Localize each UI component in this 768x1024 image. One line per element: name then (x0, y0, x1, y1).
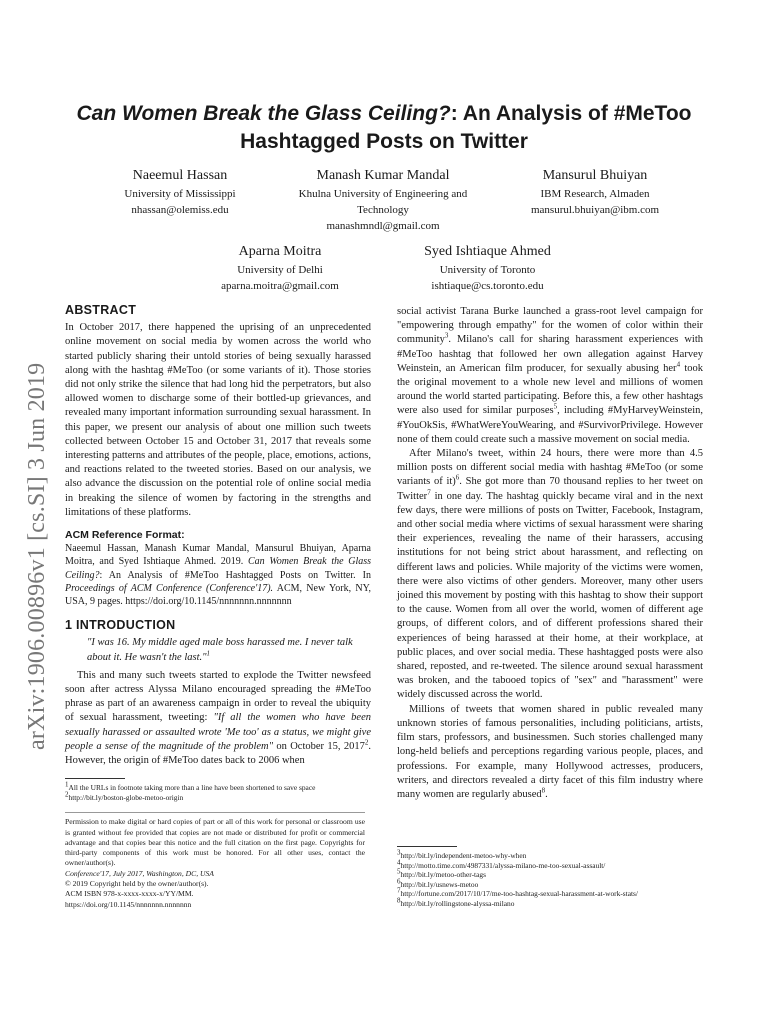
acm-ref-venue: Proceedings of ACM Conference (Conference'17). (65, 582, 274, 594)
paper-title (64, 100, 704, 156)
text-run: social activist Tarana Burke launched a grass-root level campaign for "empowering through empathy" for the women of color within their community (397, 306, 703, 346)
intro-quote (87, 636, 361, 664)
author-block-5 (400, 242, 575, 294)
footnote-ref: 6 (455, 473, 460, 482)
author-block-3 (500, 166, 690, 218)
footnote-num: 6 (397, 877, 401, 886)
footnote-2 (65, 790, 371, 803)
footnote-link[interactable]: http://fortune.com/2017/10/17/me-too-hashtag-sexual-harassment-at-work-stats/ (400, 889, 638, 898)
acm-ref-heading: ACM Reference Format: (65, 529, 185, 542)
footnote-1 (65, 780, 371, 793)
conference-line: Conference'17, July 2017, Washington, DC, USA (65, 868, 214, 878)
author-block-4 (190, 242, 370, 294)
footnote-num: 3 (397, 848, 401, 857)
right-footnotes (397, 846, 703, 908)
author-email: mansurul.bhuiyan@ibm.com (530, 204, 660, 216)
footnote-text: All the URLs in footnote taking more than a line have been shortened to save space (68, 783, 316, 793)
arxiv-sidebar-stamp (20, 280, 50, 750)
title-line2: Hashtagged Posts on Twitter (240, 130, 528, 153)
acm-ref-tail: ACM, New York, NY, USA, 9 pages. https://doi.org/10.1145/nnnnnnn.nnnnnnn (65, 582, 372, 608)
author-affiliation: Khulna University of Engineering and (298, 188, 468, 200)
right-paragraph-2 (397, 447, 703, 703)
right-column (397, 305, 703, 802)
text-run: took the original movement to a whole new level and millions of women around the world started participating. Before this, a few other hashtags were also used for similar purposes (397, 362, 703, 417)
author-name: Syed Ishtiaque Ahmed (424, 244, 551, 259)
text-run: . (545, 788, 548, 800)
footnote-link[interactable]: http://bit.ly/usnews-metoo (400, 879, 479, 889)
footnote-4 (397, 858, 703, 871)
intro-heading: 1 INTRODUCTION (65, 618, 176, 633)
arxiv-id: arXiv:1906.00896v1 [cs.SI] 3 Jun 2019 (24, 362, 50, 750)
footnote-8 (397, 896, 703, 909)
right-paragraph-1 (397, 305, 703, 447)
footnote-link[interactable]: http://bit.ly/metoo-other-tags (400, 870, 486, 879)
footnote-7 (397, 886, 703, 899)
footnote-ref: 2 (364, 738, 369, 747)
acm-ref-title: Can Women Break the Glass Ceiling? (65, 556, 372, 581)
footnote-ref: 7 (427, 488, 431, 497)
intro-paragraph (65, 669, 371, 768)
author-name: Mansurul Bhuiyan (542, 168, 648, 183)
footnote-rule (65, 778, 125, 779)
footnote-link[interactable]: http://bit.ly/boston-globe-metoo-origin (68, 792, 184, 802)
author-name: Naeemul Hassan (132, 168, 228, 183)
text-run: . Milano's call for sharing harassment experiences with #MeToo hashtag that followed her own allegation against Harvey Weinstein, an American film producer, for sexually abusing her (397, 334, 703, 374)
title-italic: Can Women Break the Glass Ceiling? (76, 102, 451, 125)
author-block-2 (278, 166, 488, 234)
copyright-line: © 2019 Copyright held by the owner/author(s). (65, 879, 209, 889)
text-run: , including #MyHarveyWeinstein, #YouOkSis, #WhatWereYouWearing, and #SurvivorPrivilege. However none of them could create such a massive movement on social media. (397, 405, 703, 445)
permission-text: Permission to make digital or hard copies of part or all of this work for personal or classroom use is granted without fee provided that copies are not made or distributed for profit or commercial advantage and that copies bear this notice and the full citation on the first page. Copyrights for third-party components of this work must be honored. For all other uses, contact the owner/author(s). (65, 817, 365, 868)
title-rest: : An Analysis of #MeToo (450, 102, 692, 125)
abstract-heading: ABSTRACT (65, 303, 137, 317)
author-affiliation: University of Toronto (439, 264, 536, 276)
intro-p1-start: This and many such tweets started to explode the Twitter newsfeed soon after actress Alyssa Milano encouraged spreading the #MeToo phrase as part of an awareness campaign in order to reveal the ubiquity of sexual harassment, tweeting: (65, 669, 371, 724)
text-run: Millions of tweets that women shared in public revealed many unknown stories of famous personalities, including politicians, artists, film stars, professors, and businessmen. Such stories challenged many long-held beliefs and perceptions regarding various people, places, and professions. For example, many Hollywood actresses, producers, writers, and directors revealed a dirty facet of this film industry where many women are regularly abused (397, 703, 703, 800)
author-affiliation: University of Delhi (237, 264, 323, 276)
acm-ref-text (65, 542, 371, 608)
permission-block (65, 812, 365, 910)
footnote-3 (397, 848, 703, 861)
footnote-num: 7 (397, 886, 401, 895)
footnote-num: 4 (397, 858, 401, 867)
intro-p1-end: on October 15, 2017 (273, 740, 365, 752)
author-email: nhassan@olemiss.edu (131, 204, 229, 216)
footnote-num: 2 (65, 790, 69, 799)
footnote-num: 8 (397, 896, 401, 905)
acm-ref-authors: Naeemul Hassan, Manash Kumar Mandal, Mansurul Bhuiyan, Aparna Moitra, and Syed Ishtiaque Ahmed. 2019. (65, 543, 371, 568)
footnote-ref: 1 (206, 649, 211, 658)
author-email: ishtiaque@cs.toronto.edu (431, 280, 544, 292)
footnote-link[interactable]: http://bit.ly/independent-metoo-why-when (400, 851, 527, 860)
author-email: aparna.moitra@gmail.com (221, 280, 339, 292)
intro-p1-tail: . However, the origin of #MeToo dates back to 2006 when (65, 740, 371, 767)
acm-ref-mid: : An Analysis of #MeToo Hashtagged Posts on Twitter. In (99, 569, 371, 581)
footnote-6 (397, 877, 703, 890)
footnote-ref: 4 (676, 360, 681, 369)
footnote-5 (397, 867, 703, 880)
author-name: Manash Kumar Mandal (316, 168, 450, 183)
isbn-line: ACM ISBN 978-x-xxxx-xxxx-x/YY/MM. (65, 889, 194, 899)
footnote-ref: 5 (553, 402, 558, 411)
right-paragraph-3 (397, 703, 703, 802)
text-run: After Milano's tweet, within 24 hours, there were more than 4.5 million posts on different social media with hashtag #MeToo (or some variants of it) (397, 448, 703, 488)
footnote-ref: 8 (541, 786, 546, 795)
author-email: manashmndl@gmail.com (326, 220, 440, 232)
footnote-num: 1 (65, 780, 69, 789)
quote-text: "I was 16. My middle aged male boss harassed me. I never talk about it. He wasn't the last." (87, 637, 353, 663)
intro-p1-quote: "If all the women who have been sexually harassed or assaulted wrote 'Me too' as a status, we might give people a sense of the magnitude of the problem" (65, 712, 371, 752)
text-run: . She got more than 70 thousand replies to her tweet on Twitter (397, 476, 703, 502)
left-column (65, 303, 371, 910)
footnote-link[interactable]: http://motto.time.com/4987331/alyssa-milano-me-too-sexual-assault/ (400, 860, 606, 870)
author-block-1 (100, 166, 260, 218)
abstract-text: In October 2017, there happened the uprising of an unprecedented online movement on social media by women across the world who started publicly sharing their untold stories of being sexually harassed along with the hashtag #MeToo (or some variants of it). Those stories did not only strike the silence that had long hid the perpetrators, but also allowed women to discharge some of their bottled-up grievances, and revealed many important information surrounding sexual harassment. In this paper, we present our analysis of about one million such tweets collected between October 15 and October 31, 2017 that reveals some interesting patterns and attributes of the people, place, emotions, actions, and reactions related to the tweeted stories. Based on our analysis, we also advance the discussion on the potential role of online social media in breaking the silence of women by factoring in the strengths and limitations of these platforms. (65, 322, 371, 518)
footnote-rule (397, 846, 457, 847)
doi-link[interactable]: https://doi.org/10.1145/nnnnnnn.nnnnnnn (65, 899, 192, 909)
footnote-link[interactable]: http://bit.ly/rollingstone-alyssa-milano (400, 898, 515, 908)
author-affiliation-2: Technology (357, 204, 409, 216)
footnote-ref: 3 (444, 331, 449, 340)
author-affiliation: IBM Research, Almaden (540, 188, 650, 200)
text-run: in one day. The hashtag quickly became viral and in the next few days, there were millions of posts on Twitter, Facebook, Instagram, and other social media where victims of sexual harassment were sharing their experiences, revealing the name of their harassers, accusing institutions for not being strict about harassment, and reflecting on different laws and policies. While majority of the victims were women, there were also victims of other genders. Moreover, many other users joined this movement by posting with this hashtag to show their support to the cause. Women from all over the world, women of different age groups, of different colors, and of different professions shared their experiences of being harassed at their home, at their workplace, at public places, and over social media. These hashtagged posts were also shared, reposted, and re-tweeted. The silence around sexual harassment was broken, and the tabooed topics of "sex" and "harassment" were widely discussed across the world. (397, 490, 703, 701)
author-name: Aparna Moitra (238, 244, 322, 259)
footnote-num: 5 (397, 867, 401, 876)
author-affiliation: University of Mississippi (124, 188, 236, 200)
